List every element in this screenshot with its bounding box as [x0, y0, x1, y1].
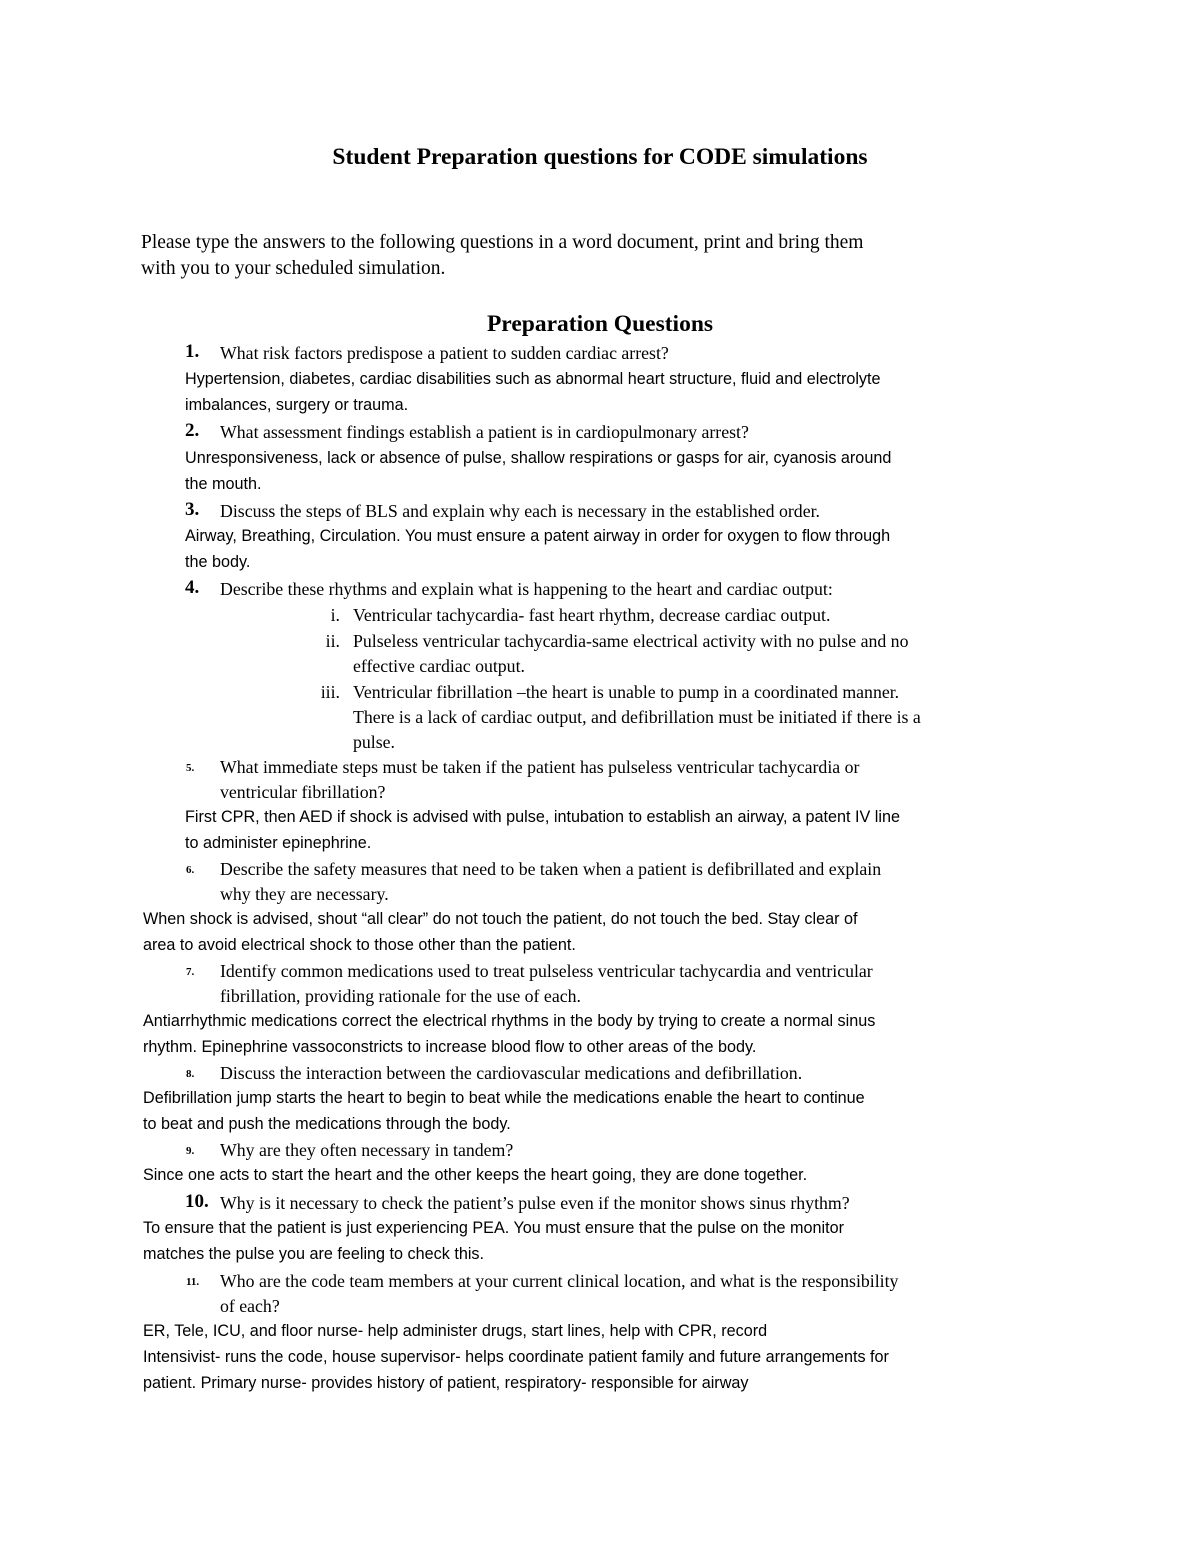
- question-text: Discuss the steps of BLS and explain why each is necessary in the established order.: [220, 501, 820, 521]
- answer-line: to administer epinephrine.: [185, 834, 372, 852]
- question-number: 1.: [185, 341, 200, 362]
- question-text: Identify common medications used to treat pulseless ventricular tachycardia and ventricular: [220, 961, 873, 981]
- answer-line: Antiarrhythmic medications correct the electrical rhythms in the body by trying to create a normal sinus: [143, 1012, 876, 1030]
- question-text: What immediate steps must be taken if the patient has pulseless ventricular tachycardia or: [220, 757, 860, 777]
- question-text: Who are the code team members at your current clinical location, and what is the responsibility: [220, 1271, 899, 1291]
- answer-line: the body.: [185, 553, 251, 571]
- answer-line: ER, Tele, ICU, and floor nurse- help administer drugs, start lines, help with CPR, record: [143, 1322, 768, 1340]
- intro-line: with you to your scheduled simulation.: [141, 258, 446, 279]
- roman-numeral: ii.: [325, 631, 340, 651]
- answer-line: Hypertension, diabetes, cardiac disabilities such as abnormal heart structure, fluid and electrolyte: [185, 370, 881, 388]
- question-text: of each?: [220, 1296, 280, 1316]
- question-number: 4.: [185, 577, 200, 598]
- sub-item-text: Pulseless ventricular tachycardia-same electrical activity with no pulse and no: [353, 631, 909, 651]
- question-number: 8.: [186, 1068, 195, 1080]
- question-text: What assessment findings establish a patient is in cardiopulmonary arrest?: [220, 422, 749, 442]
- answer-line: area to avoid electrical shock to those other than the patient.: [143, 936, 576, 954]
- question-text: why they are necessary.: [220, 884, 389, 904]
- question-text: Discuss the interaction between the cardiovascular medications and defibrillation.: [220, 1063, 803, 1083]
- question-number: 7.: [186, 966, 195, 978]
- question-text: Describe these rhythms and explain what is happening to the heart and cardiac output:: [220, 579, 833, 599]
- answer-line: First CPR, then AED if shock is advised with pulse, intubation to establish an airway, a patent IV line: [185, 808, 901, 826]
- answer-line: to beat and push the medications through the body.: [143, 1115, 511, 1133]
- question-number: 10.: [185, 1191, 209, 1212]
- question-text: ventricular fibrillation?: [220, 782, 386, 802]
- question-number: 2.: [185, 420, 200, 441]
- answer-line: When shock is advised, shout “all clear” do not touch the patient, do not touch the bed. Stay clear of: [143, 910, 858, 928]
- answer-line: imbalances, surgery or trauma.: [185, 396, 409, 414]
- answer-line: Since one acts to start the heart and the other keeps the heart going, they are done together.: [143, 1166, 808, 1184]
- answer-line: rhythm. Epinephrine vassoconstricts to increase blood flow to other areas of the body.: [143, 1038, 757, 1056]
- question-text: Why are they often necessary in tandem?: [220, 1140, 514, 1160]
- section-heading: Preparation Questions: [486, 311, 714, 337]
- question-text: Why is it necessary to check the patient’s pulse even if the monitor shows sinus rhythm?: [220, 1193, 850, 1213]
- question-number: 5.: [186, 762, 195, 774]
- roman-numeral: iii.: [320, 682, 340, 702]
- answer-line: Intensivist- runs the code, house supervisor- helps coordinate patient family and future arrangements for: [143, 1348, 889, 1366]
- answer-line: patient. Primary nurse- provides history of patient, respiratory- responsible for airway: [143, 1374, 749, 1392]
- intro-line: Please type the answers to the following questions in a word document, print and bring them: [141, 232, 864, 253]
- sub-item-text: Ventricular tachycardia- fast heart rhythm, decrease cardiac output.: [353, 605, 831, 625]
- sub-item-text: pulse.: [353, 732, 395, 752]
- question-text: What risk factors predispose a patient to sudden cardiac arrest?: [220, 343, 669, 363]
- question-text: Describe the safety measures that need to be taken when a patient is defibrillated and explain: [220, 859, 882, 879]
- sub-item-text: There is a lack of cardiac output, and defibrillation must be initiated if there is a: [353, 707, 921, 727]
- answer-line: matches the pulse you are feeling to check this.: [143, 1245, 485, 1263]
- document-title: Student Preparation questions for CODE simulations: [332, 144, 868, 170]
- roman-numeral: i.: [330, 605, 340, 625]
- answer-line: the mouth.: [185, 475, 262, 493]
- question-number: 9.: [186, 1145, 195, 1157]
- sub-item-text: Ventricular fibrillation –the heart is unable to pump in a coordinated manner.: [353, 682, 900, 702]
- answer-line: Unresponsiveness, lack or absence of pulse, shallow respirations or gasps for air, cyanosis around: [185, 449, 892, 467]
- question-number: 3.: [185, 499, 200, 520]
- question-number: 6.: [186, 864, 195, 876]
- answer-line: To ensure that the patient is just experiencing PEA. You must ensure that the pulse on the monitor: [143, 1219, 844, 1237]
- question-number: 11.: [186, 1276, 200, 1288]
- question-text: fibrillation, providing rationale for the use of each.: [220, 986, 581, 1006]
- intro-paragraph: [141, 230, 1041, 282]
- answer-line: Defibrillation jump starts the heart to begin to beat while the medications enable the heart to continue: [143, 1089, 865, 1107]
- answer-line: Airway, Breathing, Circulation. You must ensure a patent airway in order for oxygen to flow through: [185, 527, 891, 545]
- sub-item-text: effective cardiac output.: [353, 656, 525, 676]
